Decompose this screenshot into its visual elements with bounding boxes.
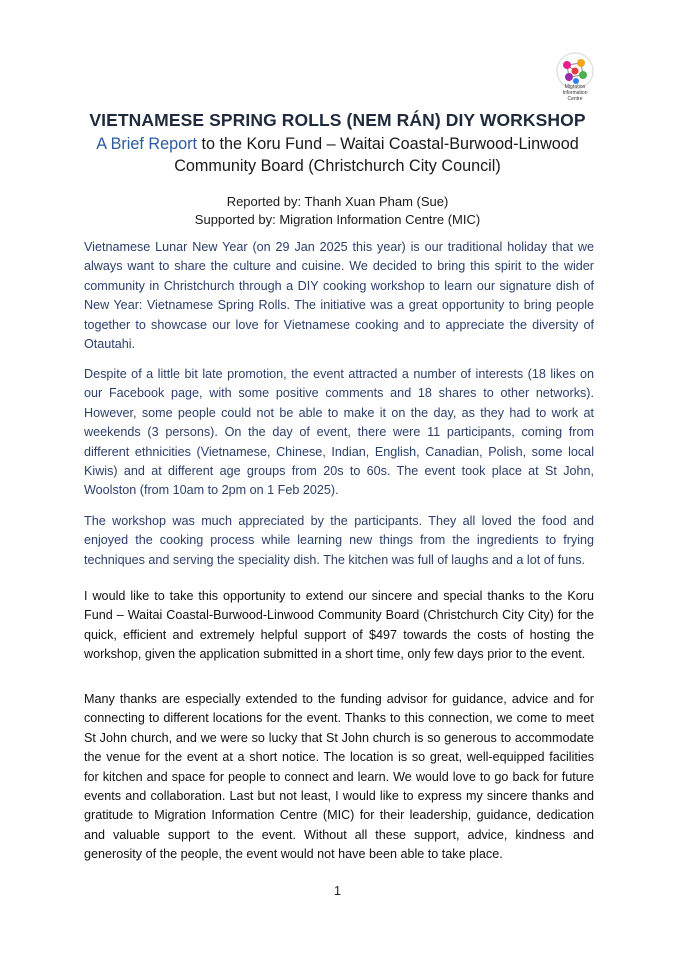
page-subtitle bbox=[80, 133, 595, 177]
paragraph-thanks-koru: I would like to take this opportunity to extend our sincere and special thanks to the Koru Fund – Waitai Coastal-Burwood-Linwood Community Board (Christchurch City City) for the quick, efficient and extremely helpful support of $497 towards the costs of hosting the workshop, given the application submitted in a short time, only few days prior to the event. bbox=[84, 589, 594, 662]
logo-caption bbox=[548, 84, 602, 102]
page-number: 1 bbox=[334, 884, 341, 898]
page-title: VIETNAMESE SPRING ROLLS (NEM RÁN) DIY WORKSHOP bbox=[89, 110, 586, 130]
paragraph-feedback: The workshop was much appreciated by the participants. They all loved the food and enjoyed the cooking process while learning new things from the ingredients to frying techniques and serving the speciality dish. The kitchen was full of laughs and a lot of funs. bbox=[84, 514, 594, 567]
subtitle-highlight: A Brief Report bbox=[96, 135, 197, 153]
paragraph-thanks-advisor: Many thanks are especially extended to the funding advisor for guidance, advice and for connecting to different locations for the event. Thanks to this connection, we come to meet St John church, and we were so lucky that St John church is so generous to accommodate the venue for the event at a short notice. The location is so great, well-equipped facilities for kitchen and space for people to connect and learn. We would love to go back for future events and collaboration. Last but not least, I would like to express my sincere thanks and gratitude to Migration Information Centre (MIC) for their leadership, guidance, dedication and valuable support to the event. Without all these support, advice, kindness and generosity of the people, the event would not have been able to take place. bbox=[84, 692, 594, 862]
logo-caption-line: Information bbox=[562, 90, 588, 96]
paragraph-intro: Vietnamese Lunar New Year (on 29 Jan 2025 this year) is our traditional holiday that we always want to share the culture and cuisine. We decided to bring this spirit to the wider community in Christchurch through a DIY cooking workshop to learn our signature dish of New Year: Vietnamese Spring Rolls. The initiative was a great opportunity to bring people together to showcase our love for Vietnamese cooking and to appreciate the diversity of Otautahi. bbox=[84, 240, 594, 352]
reported-by: Reported by: Thanh Xuan Pham (Sue) bbox=[226, 194, 449, 209]
logo-caption-line: Migration bbox=[564, 84, 586, 90]
subtitle-rest: to the Koru Fund – Waitai Coastal-Burwood-Linwood Community Board (Christchurch City Council) bbox=[174, 135, 579, 175]
supported-by: Supported by: Migration Information Centre (MIC) bbox=[194, 212, 481, 227]
paragraph-attendance: Despite of a little bit late promotion, the event attracted a number of interests (18 likes on our Facebook page, with some positive comments and 18 shares to other networks). However, some people could not be able to make it on the day, as they had to work at weekends (3 persons). On the day of event, there were 11 participants, coming from different ethnicities (Vietnamese, Chinese, Indian, English, Canadian, Polish, some local Kiwis) and at different age groups from 20s to 60s. The event took place at St John, Woolston (from 10am to 2pm on 1 Feb 2025). bbox=[84, 367, 594, 498]
report-credits bbox=[0, 193, 675, 229]
logo-caption-line: Centre bbox=[567, 96, 583, 102]
